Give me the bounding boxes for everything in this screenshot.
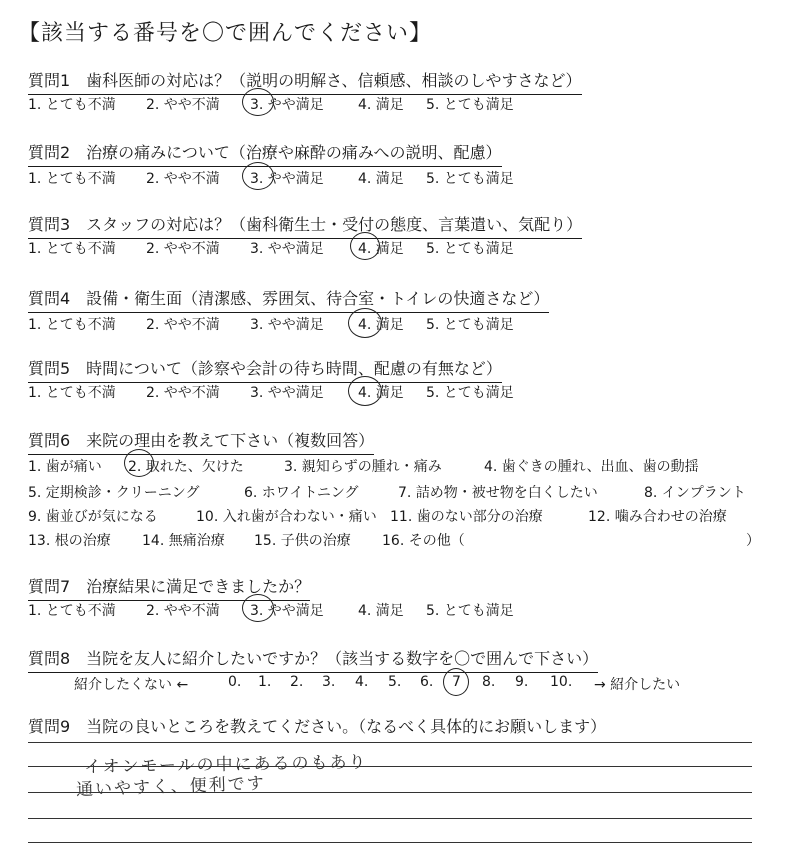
reason-option-9[interactable]: 9. 歯並びが気になる xyxy=(28,509,158,525)
selection-circle xyxy=(348,308,382,338)
option-4[interactable]: 4. 満足 xyxy=(358,241,404,257)
reason-option-12[interactable]: 12. 噛み合わせの治療 xyxy=(588,509,727,525)
score-3[interactable]: 3. xyxy=(322,674,336,690)
option-3[interactable]: 3. やや満足 xyxy=(250,603,324,619)
score-1[interactable]: 1. xyxy=(258,674,272,690)
option-4[interactable]: 4. 満足 xyxy=(358,385,404,401)
reason-option-2[interactable]: 2. 取れた、欠けた xyxy=(128,459,244,475)
option-2[interactable]: 2. やや不満 xyxy=(146,241,220,257)
question-6-title: 質問6 来院の理由を教えて下さい（複数回答） xyxy=(28,428,374,451)
reason-option-3[interactable]: 3. 親知らずの腫れ・痛み xyxy=(284,459,442,475)
ruled-line xyxy=(28,742,752,743)
reason-option-7[interactable]: 7. 詰め物・被せ物を白くしたい xyxy=(398,485,598,501)
question-4-title: 質問4 設備・衛生面（清潔感、雰囲気、待合室・トイレの快適さなど） xyxy=(28,286,549,309)
score-10[interactable]: 10. xyxy=(550,674,573,690)
option-2[interactable]: 2. やや不満 xyxy=(146,385,220,401)
reason-option-1[interactable]: 1. 歯が痛い xyxy=(28,459,102,475)
score-2[interactable]: 2. xyxy=(290,674,304,690)
option-4[interactable]: 4. 満足 xyxy=(358,317,404,333)
option-5[interactable]: 5. とても満足 xyxy=(426,171,514,187)
selection-circle xyxy=(348,376,382,406)
option-1[interactable]: 1. とても不満 xyxy=(28,317,116,333)
reason-option-16[interactable]: 16. その他（ xyxy=(382,533,465,549)
score-0[interactable]: 0. xyxy=(228,674,242,690)
score-5[interactable]: 5. xyxy=(388,674,402,690)
question-9-title: 質問9 当院の良いところを教えてください。（なるべく具体的にお願いします） xyxy=(28,717,607,736)
reason-option-13[interactable]: 13. 根の治療 xyxy=(28,533,111,549)
underline xyxy=(28,312,549,313)
selection-circle xyxy=(242,88,274,116)
option-3[interactable]: 3. やや満足 xyxy=(250,385,324,401)
score-9[interactable]: 9. xyxy=(515,674,529,690)
reason-option-6[interactable]: 6. ホワイトニング xyxy=(244,485,359,501)
handwritten-answer-line-2[interactable]: 通いやすく、便利です xyxy=(75,773,267,801)
question-3-title: 質問3 スタッフの対応は？（歯科衛生士・受付の態度、言葉遣い、気配り） xyxy=(28,212,582,235)
ruled-line xyxy=(28,818,752,819)
reason-option-15[interactable]: 15. 子供の治療 xyxy=(254,533,351,549)
scale-right-label: → 紹介したい xyxy=(594,677,681,693)
scale-left-label: 紹介したくない ← xyxy=(74,677,189,693)
selection-circle xyxy=(443,668,469,696)
option-3[interactable]: 3. やや満足 xyxy=(250,241,324,257)
option-1[interactable]: 1. とても不満 xyxy=(28,241,116,257)
selection-circle xyxy=(242,594,274,622)
score-4[interactable]: 4. xyxy=(355,674,369,690)
score-6[interactable]: 6. xyxy=(420,674,434,690)
other-close-paren: ） xyxy=(746,533,760,549)
option-5[interactable]: 5. とても満足 xyxy=(426,603,514,619)
option-4[interactable]: 4. 満足 xyxy=(358,171,404,187)
selection-circle xyxy=(242,162,274,190)
instruction-header: 【該当する番号を〇で囲んでください】 xyxy=(18,21,433,46)
option-1[interactable]: 1. とても不満 xyxy=(28,171,116,187)
option-1[interactable]: 1. とても不満 xyxy=(28,385,116,401)
option-2[interactable]: 2. やや不満 xyxy=(146,97,220,113)
handwritten-answer-line-1[interactable]: イオンモールの中にあるのもあり xyxy=(83,752,368,778)
option-5[interactable]: 5. とても満足 xyxy=(426,97,514,113)
underline xyxy=(28,672,598,673)
reason-option-10[interactable]: 10. 入れ歯が合わない・痛い xyxy=(196,509,377,525)
option-2[interactable]: 2. やや不満 xyxy=(146,603,220,619)
question-5-title: 質問5 時間について（診察や会計の待ち時間、配慮の有無など） xyxy=(28,356,502,379)
option-3[interactable]: 3. やや満足 xyxy=(250,317,324,333)
question-2-title: 質問2 治療の痛みについて（治療や麻酔の痛みへの説明、配慮） xyxy=(28,140,502,163)
option-2[interactable]: 2. やや不満 xyxy=(146,171,220,187)
underline xyxy=(28,454,374,455)
question-1-title: 質問1 歯科医師の対応は？（説明の明解さ、信頼感、相談のしやすさなど） xyxy=(28,68,582,91)
score-8[interactable]: 8. xyxy=(482,674,496,690)
question-7-title: 質問7 治療結果に満足できましたか？ xyxy=(28,574,310,597)
option-5[interactable]: 5. とても満足 xyxy=(426,241,514,257)
option-4[interactable]: 4. 満足 xyxy=(358,97,404,113)
option-2[interactable]: 2. やや不満 xyxy=(146,317,220,333)
reason-option-5[interactable]: 5. 定期検診・クリーニング xyxy=(28,485,200,501)
reason-option-8[interactable]: 8. インプラント xyxy=(644,485,746,501)
ruled-line xyxy=(28,842,752,843)
option-3[interactable]: 3. やや満足 xyxy=(250,171,324,187)
question-8-title: 質問8 当院を友人に紹介したいですか？（該当する数字を〇で囲んで下さい） xyxy=(28,646,598,669)
option-1[interactable]: 1. とても不満 xyxy=(28,603,116,619)
score-7[interactable]: 7 xyxy=(452,674,461,690)
reason-option-14[interactable]: 14. 無痛治療 xyxy=(142,533,225,549)
selection-circle xyxy=(350,232,380,260)
reason-option-4[interactable]: 4. 歯ぐきの腫れ、出血、歯の動揺 xyxy=(484,459,699,475)
option-3[interactable]: 3. やや満足 xyxy=(250,97,324,113)
option-5[interactable]: 5. とても満足 xyxy=(426,317,514,333)
selection-circle xyxy=(124,449,154,477)
reason-option-11[interactable]: 11. 歯のない部分の治療 xyxy=(390,509,543,525)
option-5[interactable]: 5. とても満足 xyxy=(426,385,514,401)
option-4[interactable]: 4. 満足 xyxy=(358,603,404,619)
option-1[interactable]: 1. とても不満 xyxy=(28,97,116,113)
